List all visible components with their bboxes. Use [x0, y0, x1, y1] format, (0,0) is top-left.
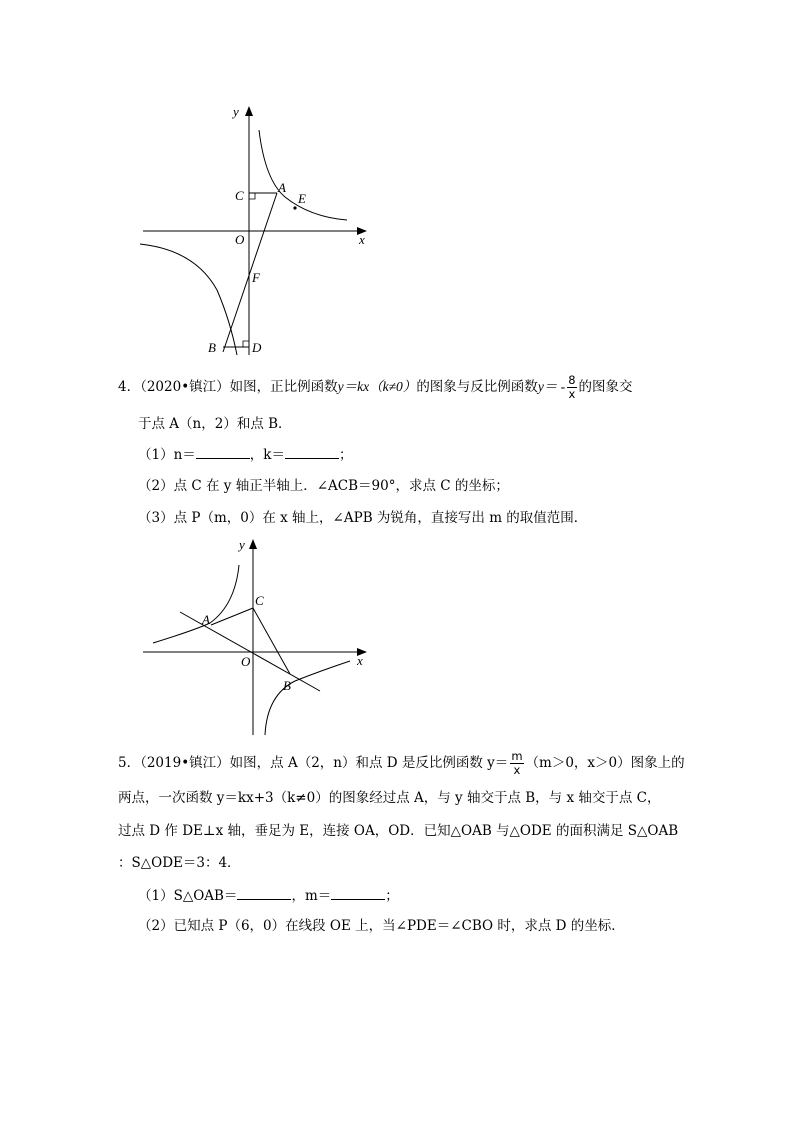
label-e: E — [298, 191, 306, 206]
label-d: D — [252, 340, 262, 355]
q4-line-1 — [118, 374, 633, 401]
q5-intro: 5．（2019•镇江）如图，点 A（2，n）和点 D 是反比例函数 y＝ — [118, 755, 509, 771]
q4-eq-direct: y＝kx（k≠0） — [337, 379, 417, 394]
q5-part1-s: （1）S△OAB＝ — [138, 888, 238, 904]
q4-line-4: （2）点 C 在 y 轴正半轴上．∠ACB＝90°，求点 C 的坐标； — [138, 478, 509, 494]
q4-frac-den: x — [568, 387, 576, 401]
q5-line-6: （2）已知点 P（6，0）在线段 OE 上，当∠PDE＝∠CBO 时，求点 D 的坐标． — [138, 918, 625, 934]
q4-fraction — [567, 374, 576, 401]
q5-line-4: ：S△ODE＝3：4． — [118, 855, 241, 871]
right-angle-mark-c — [249, 193, 255, 199]
hyperbola-branch-lower — [140, 244, 237, 355]
q5-part1-m: ，m＝ — [291, 888, 332, 904]
q4-intro: 4．（2020•镇江）如图，正比例函数 — [118, 379, 338, 395]
label-x: x — [359, 232, 365, 247]
y-axis-arrow — [245, 106, 253, 116]
q5-line-3: 过点 D 作 DE⊥x 轴，垂足为 E，连接 OA，OD．已知△OAB 与△ODE 的面积满足 S△OAB — [118, 823, 679, 839]
label-c: C — [235, 188, 244, 203]
line-ab — [223, 193, 277, 352]
label-b: B — [283, 678, 291, 693]
figure-1 — [135, 100, 375, 365]
q5-frac-num: m — [511, 749, 523, 763]
answer-blank-k[interactable] — [285, 444, 339, 459]
q5-line-2: 两点，一次函数 y＝kx+3（k≠0）的图象经过点 A，与 y 轴交于点 B，与 x 轴交于点 C， — [118, 790, 661, 806]
q4-part1-n: （1）n＝ — [138, 447, 196, 463]
q4-line-3 — [138, 444, 352, 465]
answer-blank-m[interactable] — [331, 885, 385, 900]
q5-fraction — [510, 750, 523, 777]
figure-2-svg — [135, 535, 375, 740]
label-y: y — [233, 104, 239, 119]
q5-line-5 — [138, 885, 399, 906]
hyperbola-branch-upper-left — [153, 565, 239, 643]
label-y: y — [239, 537, 245, 552]
q4-mid: 的图象与反比例函数 — [416, 379, 538, 395]
label-c: C — [255, 593, 264, 608]
label-f: F — [252, 270, 260, 285]
label-x: x — [357, 653, 363, 668]
hyperbola-branch-lower-right — [265, 661, 350, 735]
figure-2 — [135, 535, 375, 740]
q5-frac-den: x — [513, 763, 521, 777]
q4-part1-end: ； — [338, 447, 353, 463]
q4-frac-num: 8 — [568, 373, 576, 387]
right-angle-mark-d — [243, 341, 249, 347]
q5-line-1 — [118, 750, 685, 777]
q5-part1-end: ； — [385, 888, 399, 904]
answer-blank-n[interactable] — [196, 444, 250, 459]
figure-1-svg — [135, 100, 375, 365]
q4-line-5: （3）点 P（m，0）在 x 轴上，∠APB 为锐角，直接写出 m 的取值范围． — [138, 510, 588, 526]
label-a: A — [278, 180, 286, 195]
q4-line-2: 于点 A（n，2）和点 B． — [138, 416, 292, 432]
q5-line1-end: （m＞0，x＞0）图象上的 — [525, 755, 685, 771]
point-e — [293, 206, 296, 209]
label-b: B — [208, 340, 216, 355]
q4-line1-end: 的图象交 — [578, 379, 633, 395]
label-o: O — [235, 232, 245, 247]
answer-blank-s[interactable] — [237, 885, 291, 900]
label-o: O — [241, 654, 251, 669]
q4-part1-k: ，k＝ — [249, 447, 285, 463]
q4-eq-inverse: y＝ - — [537, 379, 566, 394]
label-a: A — [202, 612, 210, 627]
y-axis-arrow — [249, 539, 257, 549]
